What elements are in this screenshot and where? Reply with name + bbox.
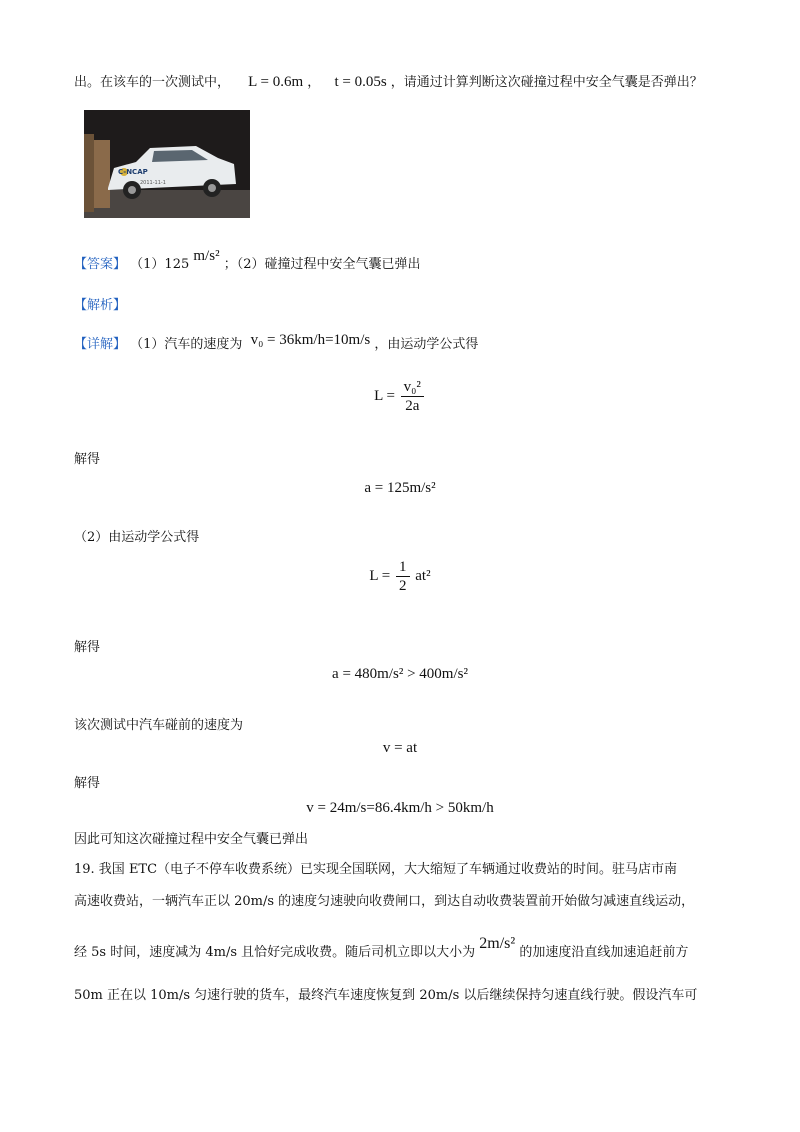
eq1-denominator: 2a (405, 398, 420, 414)
q19-acceleration: 2m/s² (479, 935, 516, 952)
equation-4: a = 480m/s² > 400m/s² (332, 666, 468, 682)
conclusion: 因此可知这次碰撞过程中安全气囊已弹出 (74, 832, 309, 847)
car-crash-illustration (84, 110, 250, 218)
analysis-label: 【解析】 (74, 298, 127, 313)
q19-line-3a: 经 5s 时间，速度减为 4m/s 且恰好完成收费。随后司机立即以大小为 (74, 945, 476, 960)
answer-part1: （1）125 (130, 257, 190, 272)
detail-text1: （1）汽车的速度为 (130, 337, 243, 352)
q19-line-4: 50m 正在以 10m/s 匀速行驶的货车，最终汽车速度恢复到 20m/s 以后继续保持匀速直线行驶。假设汽车可 (74, 988, 698, 1003)
q18-given-time: t = 0.05s (334, 74, 387, 90)
photo-caption: 2011-11-1 (140, 180, 166, 186)
q18-text-after: ，请通过计算判断这次碰撞过程中安全气囊是否弹出？ (390, 75, 703, 90)
detail-text2: ，由运动学公式得 (374, 337, 479, 352)
solve-3: 解得 (74, 776, 101, 791)
eq3-numerator: 1 (396, 558, 410, 577)
detail-label: 【详解】 (74, 337, 127, 352)
eq1-fraction (401, 378, 424, 415)
eq3-fraction (396, 558, 410, 595)
equation-2: a = 125m/s² (364, 480, 436, 496)
detail-v0-equation: v₀ = 36km/h=10m/s (250, 332, 371, 348)
q19-line-3b: 的加速度沿直线加速追赶前方 (519, 945, 689, 960)
analysis-line (74, 296, 126, 316)
detail-line (74, 334, 478, 355)
answer-part2: ；（2）碰撞过程中安全气囊已弹出 (223, 257, 421, 272)
eq3-denominator: 2 (399, 578, 407, 594)
eq3-rhs: at² (415, 567, 431, 584)
photo-badge: C-NCAP (118, 168, 148, 176)
equation-6: v = 24m/s=86.4km/h > 50km/h (306, 800, 494, 816)
q19-line-3 (74, 935, 689, 963)
q18-text-before: 出。在该车的一次测试中， (74, 75, 231, 90)
solve-2: 解得 (74, 640, 101, 655)
eq3-lhs: L = (369, 567, 391, 584)
eq1-numerator: v₀² (401, 378, 424, 397)
q19-line-2: 高速收费站，一辆汽车正以 20m/s 的速度匀速驶向收费闸口，到达自动收费装置前开始做匀减速直线运动， (74, 894, 695, 909)
crash-test-photo (84, 110, 250, 218)
answer-label: 【答案】 (74, 257, 127, 272)
q18-line (74, 72, 703, 93)
answer-line (74, 248, 421, 275)
answer-part1-unit: m/s² (193, 248, 220, 264)
q19-line-1: 19. 我国 ETC（电子不停车收费系统）已实现全国联网，大大缩短了车辆通过收费站的时间。驻马店市南 (74, 862, 678, 877)
equation-3 (0, 558, 800, 595)
solve-1: 解得 (74, 452, 101, 467)
part2-intro: （2）由运动学公式得 (74, 530, 200, 545)
q18-given-length: L = 0.6m (248, 74, 304, 90)
speed-intro: 该次测试中汽车碰前的速度为 (74, 718, 244, 733)
equation-5: v = at (382, 740, 418, 756)
q18-separator: ， (307, 75, 321, 90)
equation-1 (0, 378, 800, 415)
eq1-lhs: L = (374, 387, 395, 404)
